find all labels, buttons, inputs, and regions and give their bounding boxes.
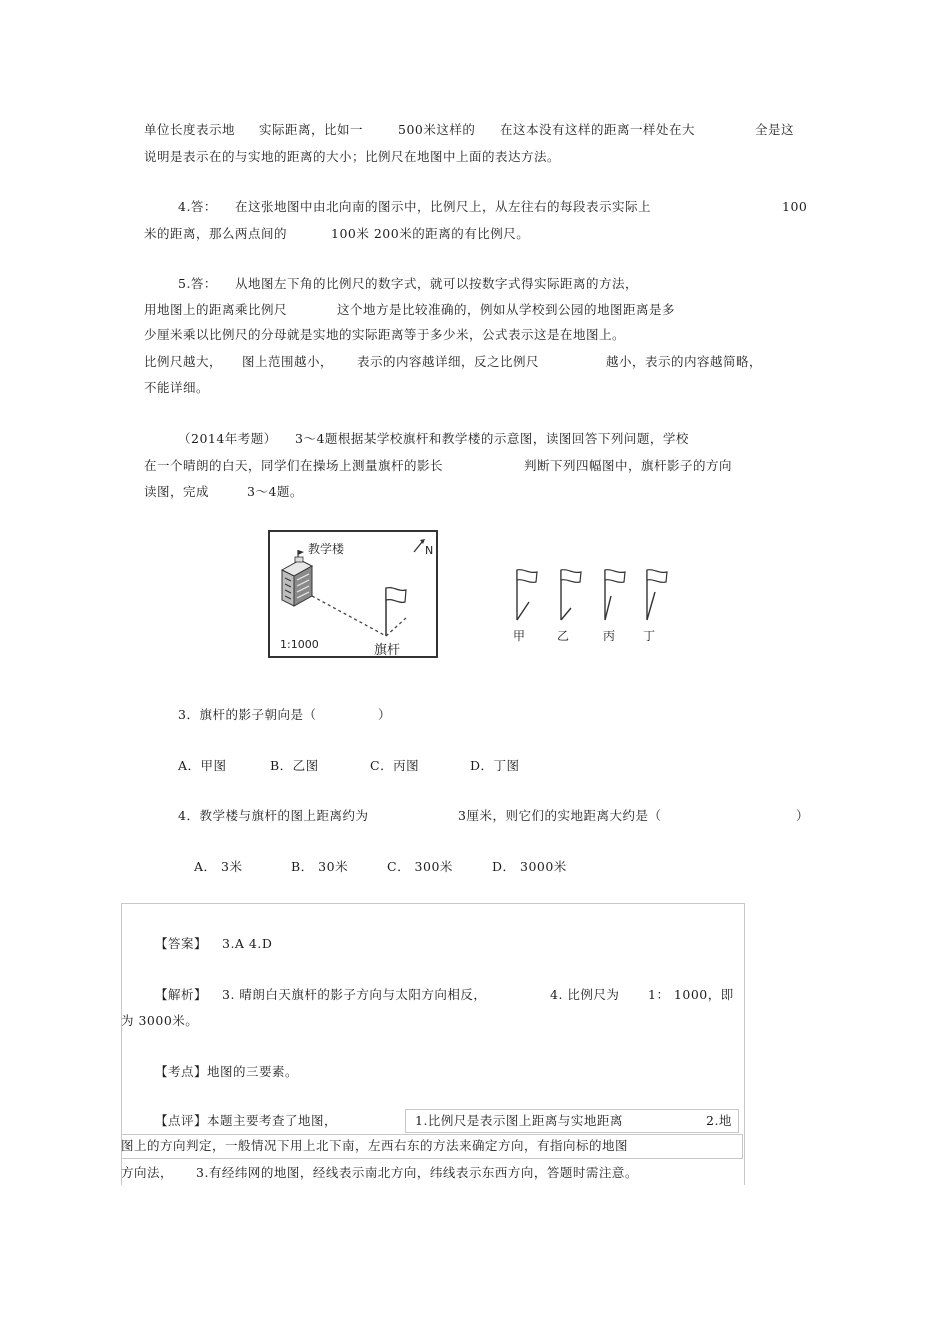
- option-label-yi: 乙: [557, 629, 570, 643]
- item5-label: 5.答：: [178, 276, 217, 291]
- para-top-line2: 说明是表示在的与实地的距离的大小；比例尺在地图中上面的表达方法。: [144, 149, 561, 164]
- item4-text: 在这张地图中由北向南的图示中，比例尺上，从左往右的每段表示实际上: [235, 199, 652, 214]
- para-top-seg1: 单位长度表示地: [144, 122, 236, 137]
- map-scale: 1:1000: [280, 638, 319, 651]
- comment-line3: 3.有经纬网的地图，经线表示南北方向，纬线表示东西方向，答题时需注意。: [196, 1165, 638, 1180]
- comment-point-2: 2.地: [706, 1113, 732, 1128]
- intro-line3-a: 读图，完成: [144, 484, 210, 499]
- question-3: 3．旗杆的影子朝向是（: [178, 707, 317, 722]
- item5-line4-c: 表示的内容越详细，反之比例尺: [357, 354, 540, 369]
- q4-option-a: A． 3米: [194, 859, 243, 874]
- item5-line4-d: 越小，表示的内容越简略，: [606, 354, 763, 369]
- para-top-seg4: 在这本没有这样的距离一样处在大: [500, 122, 696, 137]
- flag-bing-icon: [605, 570, 625, 620]
- item5-line4-a: 比例尺越大，: [144, 354, 223, 369]
- item5-line5: 不能详细。: [144, 380, 210, 395]
- comment-point-1: 1.比例尺是表示图上距离与实地距离: [415, 1113, 623, 1128]
- item4-line2-b: 100米 200米的距离的有比例尺。: [331, 226, 530, 241]
- question-4-close: ）: [796, 808, 810, 823]
- option-label-jia: 甲: [513, 629, 526, 643]
- intro-line2-a: 在一个晴朗的白天，同学们在操场上测量旗杆的影长: [144, 458, 444, 473]
- flag-ding-icon: [647, 570, 667, 620]
- item4-value: 100: [782, 199, 808, 214]
- explanation-4-label: 4. 比例尺为: [550, 987, 620, 1002]
- para-top-seg2: 实际距离，比如一: [259, 122, 364, 137]
- north-label: N: [425, 544, 434, 557]
- shadow-options-figure: [505, 562, 675, 654]
- explanation-label: 【解析】: [155, 987, 208, 1002]
- q3-option-b: B．乙图: [270, 758, 319, 773]
- q3-option-c: C．丙图: [370, 758, 420, 773]
- q3-option-d: D．丁图: [470, 758, 520, 773]
- explanation-4-end: 为 3000米。: [121, 1013, 199, 1028]
- option-label-ding: 丁: [643, 629, 656, 643]
- answer-value: 3.A 4.D: [222, 936, 273, 951]
- question-4-mid: 3厘米，则它们的实地距离大约是（: [458, 808, 662, 823]
- intro-line3-b: 3～4题。: [247, 484, 303, 499]
- flag-yi-icon: [561, 570, 581, 620]
- para-top-seg5: 全是这: [755, 122, 795, 137]
- q3-option-a: A．甲图: [178, 758, 227, 773]
- comment-intro: 【点评】本题主要考查了地图，: [155, 1113, 338, 1128]
- item4-label: 4.答：: [178, 199, 217, 214]
- comment-line2: 图上的方向判定，一般情况下用上北下南，左西右东的方法来确定方向，有指向标的地图: [121, 1138, 629, 1153]
- flag-jia-icon: [517, 570, 537, 620]
- flagpole-label: 旗杆: [374, 643, 401, 658]
- item5-line2-a: 用地图上的距离乘比例尺: [144, 302, 288, 317]
- explanation-4-value: 1： 1000，即: [648, 987, 734, 1002]
- item5-line2-b: 这个地方是比较准确的，例如从学校到公园的地图距离是多: [337, 302, 676, 317]
- q4-option-c: C． 300米: [387, 859, 453, 874]
- knowledge-point: 【考点】地图的三要素。: [155, 1064, 299, 1079]
- intro-text: 3～4题根据某学校旗杆和教学楼的示意图，读图回答下列问题，学校: [295, 431, 689, 446]
- item4-line2-a: 米的距离，那么两点间的: [144, 226, 288, 241]
- item5-text: 从地图左下角的比例尺的数字式，就可以按数字式得实际距离的方法，: [235, 276, 639, 291]
- intro-line2-b: 判断下列四幅图中，旗杆影子的方向: [524, 458, 733, 473]
- building-label: 教学楼: [308, 542, 345, 556]
- answer-label: 【答案】: [155, 936, 208, 951]
- q4-option-d: D． 3000米: [492, 859, 567, 874]
- school-map-figure: [268, 530, 440, 660]
- question-4: 4．教学楼与旗杆的图上距离约为: [178, 808, 369, 823]
- para-top-seg3: 500米这样的: [398, 122, 476, 137]
- intro-source: （2014年考题）: [178, 431, 277, 446]
- explanation-3: 3. 晴朗白天旗杆的影子方向与太阳方向相反，: [222, 987, 487, 1002]
- option-label-bing: 丙: [603, 629, 616, 643]
- q4-option-b: B． 30米: [291, 859, 349, 874]
- question-3-close: ）: [378, 707, 392, 722]
- item5-line3: 少厘米乘以比例尺的分母就是实地的实际距离等于多少米，公式表示这是在地图上。: [144, 327, 626, 342]
- item5-line4-b: 图上范围越小，: [242, 354, 334, 369]
- comment-line3-label: 方向法，: [121, 1165, 174, 1180]
